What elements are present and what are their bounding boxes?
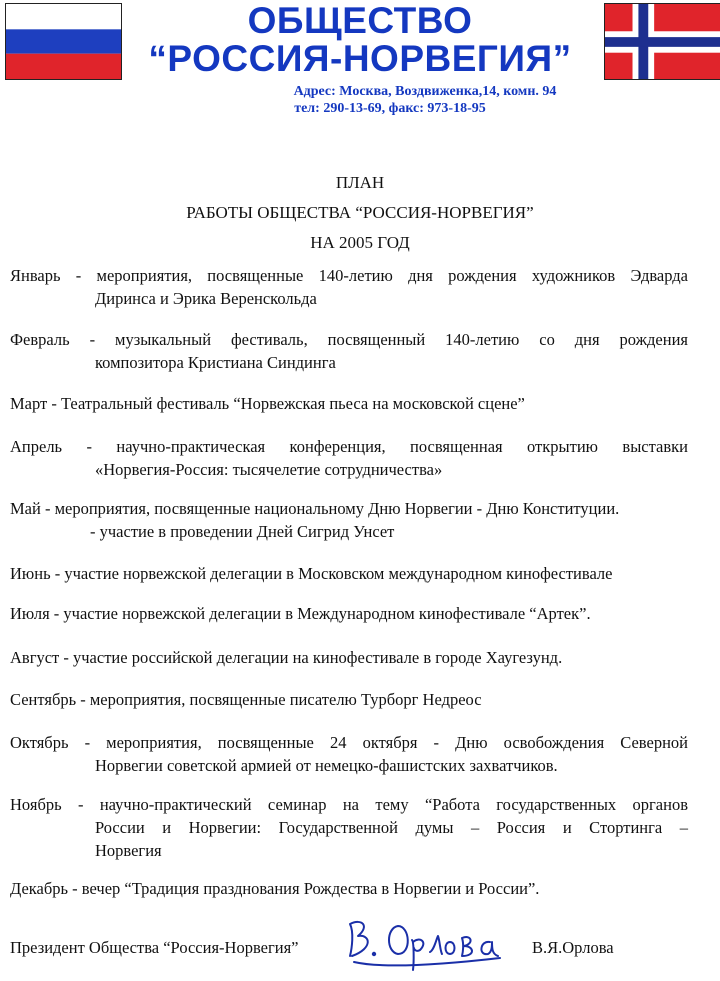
plan-heading: ПЛАН: [335, 173, 385, 192]
plan-year: НА 2005 ГОД: [310, 233, 410, 252]
entry-april-line1: Апрель - научно-практическая конференция, посвященная открытию выставки: [10, 437, 688, 456]
entry-november-line1: Ноябрь - научно-практический семинар на тему “Работа государственных органов: [10, 795, 688, 814]
entry-november-line2: России и Норвегии: Государственной думы – Россия и Стортинга –: [95, 818, 688, 837]
entry-december-line: Декабрь - вечер “Традиция празднования Рождества в Норвегии и России”.: [10, 879, 540, 898]
entry-september-line: Сентябрь - мероприятия, посвященные писателю Турборг Недреос: [10, 690, 482, 709]
entry-october-line2: Норвегии советской армией от немецко-фашистских захватчиков.: [95, 756, 558, 775]
address-line: Адрес: Москва, Воздвиженка,14, комн. 94: [293, 84, 557, 99]
entry-march: [10, 392, 688, 415]
entry-february-line1: Февраль - музыкальный фестиваль, посвященный 140-летию со дня рождения: [10, 330, 688, 349]
entry-august-line: Август - участие российской делегации на кинофестивале в городе Хаугезунд.: [10, 648, 563, 667]
entry-january: [10, 264, 688, 310]
entry-march-line: Март - Театральный фестиваль “Норвежская пьеса на московской сцене”: [10, 394, 525, 413]
entry-june: [10, 562, 688, 585]
entry-september: [10, 688, 688, 711]
handwritten-signature: [340, 912, 510, 974]
entry-may-line2: - участие в проведении Дней Сигрид Унсет: [90, 522, 395, 541]
entry-january-line2: Диринса и Эрика Веренскольда: [95, 289, 317, 308]
entry-may-line1: Май - мероприятия, посвященные национальному Дню Норвегии - Дню Конституции.: [10, 499, 620, 518]
entry-november-line3: Норвегия: [95, 841, 162, 860]
org-title-line2: “РОССИЯ-НОРВЕГИЯ”: [148, 38, 572, 79]
entry-november: [10, 793, 688, 862]
entry-december: [10, 877, 688, 900]
entry-may: [10, 497, 688, 543]
entry-august: [10, 646, 688, 669]
plan-subheading: РАБОТЫ ОБЩЕСТВА “РОССИЯ-НОРВЕГИЯ”: [186, 203, 534, 222]
entry-february-line2: композитора Кристиана Синдинга: [95, 353, 336, 372]
entry-april-line2: «Норвегия-Россия: тысячелетие сотрудничества»: [95, 460, 443, 479]
entry-july: [10, 602, 688, 625]
phone-line: тел: 290-13-69, факс: 973-18-95: [294, 101, 486, 116]
org-title-line1: ОБЩЕСТВО: [247, 0, 473, 41]
entry-july-line: Июля - участие норвежской делегации в Международном кинофестивале “Артек”.: [10, 604, 591, 623]
entry-april: [10, 435, 688, 481]
signature-label: Президент Общества “Россия-Норвегия”: [10, 938, 299, 957]
entry-january-line1: Январь - мероприятия, посвященные 140-летию дня рождения художников Эдварда: [10, 266, 688, 285]
entry-october-line1: Октябрь - мероприятия, посвященные 24 октября - Дню освобождения Северной: [10, 733, 688, 752]
signatory-name: В.Я.Орлова: [532, 938, 614, 957]
entry-june-line: Июнь - участие норвежской делегации в Московском международном кинофестивале: [10, 564, 613, 583]
entry-february: [10, 328, 688, 374]
entry-october: [10, 731, 688, 777]
